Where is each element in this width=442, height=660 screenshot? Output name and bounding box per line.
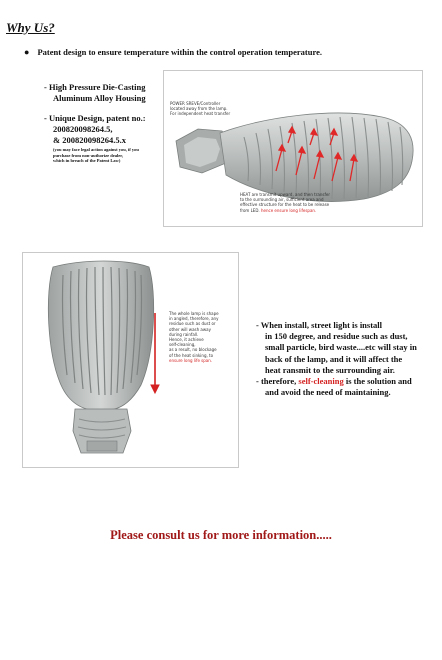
- consult-message: Please consult us for more information.....: [110, 528, 332, 542]
- figure2-note-line3: residue such as dust or: [169, 321, 216, 327]
- figure2-note-line7: self-cleaning,: [169, 342, 196, 348]
- figure2-note-line2: in angled, therefore, any: [169, 316, 219, 322]
- figure2-note-line9: of the heat sinking, to: [169, 352, 214, 358]
- figure2-note-line4: other will wash away: [169, 326, 211, 332]
- patent-note-line2: purchase from non-authorize dealer,: [53, 152, 123, 158]
- patent-note: [44, 147, 146, 164]
- feature-list: [44, 82, 146, 164]
- explanation-line2: in 150 degree, and residue such as dust,: [265, 331, 408, 342]
- figure1-top-note-line1: POWER SREVE/Controller: [170, 101, 221, 106]
- feature-housing-line2: Aluminum Alloy Housing: [53, 93, 146, 103]
- patent-note-line1: (you may face legal action against you, if you: [53, 147, 139, 152]
- intro-text: Patent design to ensure temperature within the control operation temperature.: [37, 47, 322, 57]
- feature-patent-line1: - Unique Design, patent no.:: [44, 113, 146, 123]
- figure2-note-line8: as a result, no blockage: [169, 347, 217, 353]
- figure2-note: [169, 311, 219, 363]
- explanation-line3: small particle, bird waste....etc will stay in: [265, 342, 417, 353]
- figure1-top-note-line3: For independent heat transfer: [170, 111, 231, 117]
- self-cleaning-explanation: [256, 320, 440, 398]
- figure2-note-highlight: ensure long life span.: [169, 357, 213, 363]
- feature-patent-line3: & 200820098264.5.x: [53, 135, 126, 145]
- figure2-note-line6: Hence, it achieve: [169, 337, 204, 343]
- figure1-bottom-note-line3: effective structure for the heat to be release: [240, 202, 330, 208]
- figure1-bottom-note-line1: HEAT are transmit upward, and then transfer: [240, 192, 330, 197]
- explanation-line6: [256, 376, 440, 387]
- intro-bullet: [24, 47, 322, 57]
- feature-patent-line2: 200820098264.5,: [53, 124, 113, 134]
- explanation-line5: heat ransmit to the surrounding air.: [265, 364, 395, 375]
- figure1-top-note-line2: located away from the lamp.: [170, 106, 228, 112]
- figure1-bottom-note-line4: from LED.: [240, 207, 260, 213]
- page-heading: Why Us?: [6, 20, 55, 35]
- explanation-line1: - When install, street light is install: [256, 320, 383, 330]
- feature-housing-line1: - High Pressure Die-Casting: [44, 82, 146, 92]
- figure1-bottom-note-line2: to the surrounding air, sufficient area and: [240, 197, 324, 203]
- figure1-top-note: [170, 101, 230, 117]
- figure2-note-line1: The whole lamp is shape: [169, 311, 219, 316]
- figure2-note-line5: during rainfall.: [169, 331, 199, 337]
- lamp-heat-figure: [163, 70, 423, 227]
- self-cleaning-highlight: self-cleaning: [298, 376, 344, 387]
- explanation-line7: and avoid the need of maintaining.: [265, 387, 391, 398]
- patent-note-line3: which in breach of the Patent Law): [53, 158, 121, 163]
- figure1-bottom-note: [240, 192, 330, 213]
- explanation-suffix: is the solution and: [343, 376, 412, 387]
- figure1-bottom-note-highlight: hence ensure long lifespan.: [260, 207, 317, 213]
- explanation-line4: back of the lamp, and it will affect the: [265, 353, 403, 364]
- explanation-prefix: - therefore,: [256, 376, 299, 387]
- bullet-icon: ●: [24, 47, 30, 57]
- lamp-self-cleaning-figure: [22, 252, 239, 468]
